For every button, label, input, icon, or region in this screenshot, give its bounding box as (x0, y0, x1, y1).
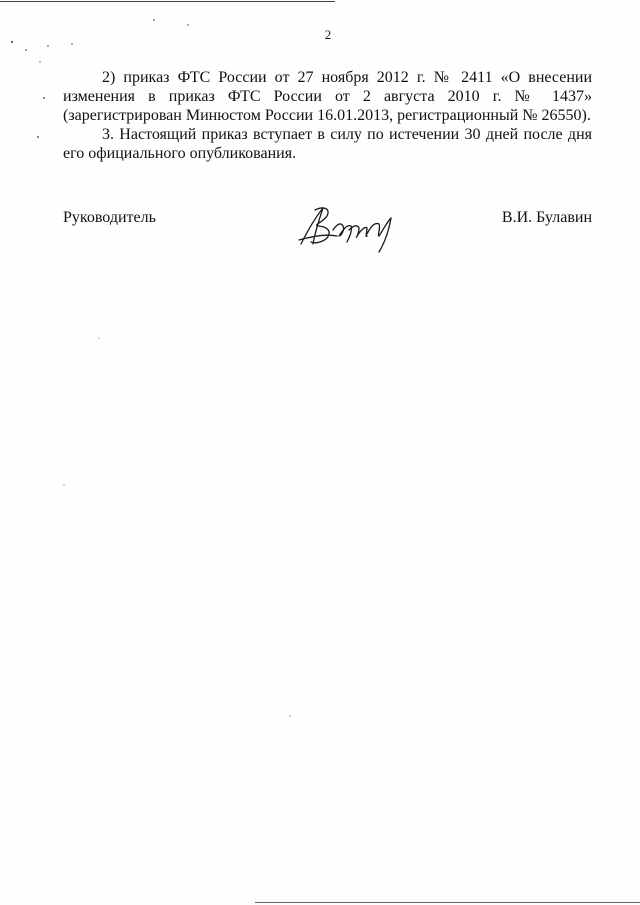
scan-edge-line-top (0, 1, 335, 2)
handwritten-signature (293, 196, 403, 256)
page-number: 2 (324, 27, 332, 42)
paragraph-item-3: 3. Настоящий приказ вступает в силу по истечении 30 дней после дня его официального опубликования. (63, 126, 592, 162)
signer-title: Руководитель (63, 209, 156, 226)
paragraph-item-2: 2) приказ ФТС России от 27 ноября 2012 г. № 2411 «О внесении изменения в приказ ФТС России от 2 августа 2010 г. № 1437» (зарегистрирован Минюстом России 16.01.2013, регистрационный № 26550). (63, 69, 592, 124)
signer-name: В.И. Булавин (501, 209, 592, 226)
scan-edge-line-bottom (255, 902, 640, 903)
document-body (63, 68, 592, 163)
signature-block (63, 196, 592, 266)
